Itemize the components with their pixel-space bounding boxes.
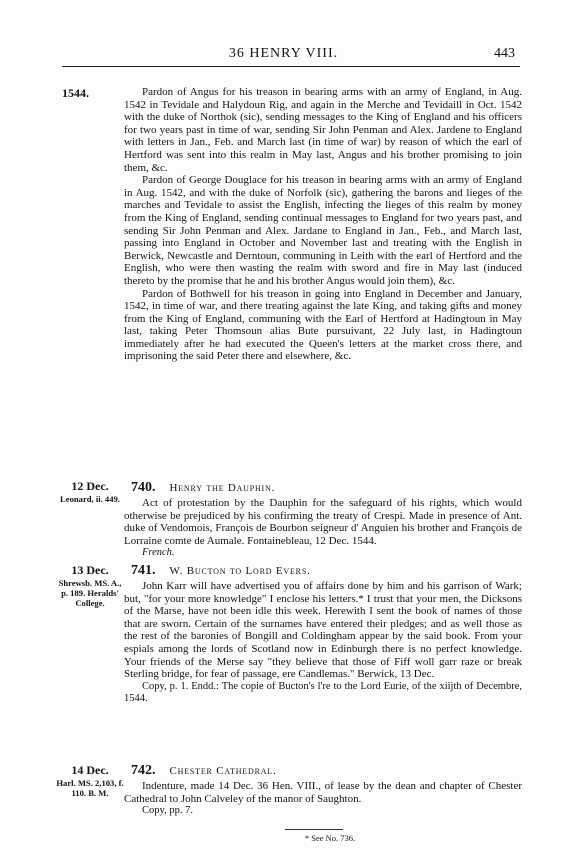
entry-number: 741.: [131, 563, 156, 578]
footnote-rule: [285, 829, 343, 830]
paragraph: Pardon of Bothwell for his treason in going into England in December and January, 1542, in time of war, and there treating against the late King, and taking gifts and money from the King of England, communing with the Earl of Hertford at Hadingtoun in May last, taking Peter Thomsoun alias Bute pursuivant, 22 July last, in Hadingtoun immediately after he had executed the Queen's letters at the market cross there, and imprisoning the said Peter there and elsewhere, &c.: [124, 287, 522, 363]
running-title: 36 HENRY VIII.: [228, 46, 339, 61]
intro-section: [124, 86, 522, 363]
entry-date: 12 Dec.: [71, 479, 109, 493]
paragraph: Pardon of George Douglace for his treason in bearing arms with an army of England in Aug. 1542, and with the duke of Norfolk (sic), gathering the barons and lieges of the marches and Tevidale to assist the English, infecting the lieges of this realm by money from the King of England, sending continual messages to England for two years past, and sending Sir John Penman and Alex. Jardane to England in Jan., Feb., and March last, passing into England in October and November last and treating with the English in Berwick, Newcastle and Derntoun, communing in Leith with the earl of Hertford and the English, who were then wasting the realm with sword and fire in May last (induced thereto by the promise that he and his brother Angus would join them), &c.: [124, 174, 522, 287]
entry-heading-740: [131, 478, 275, 496]
entry-source: Leonard, ii. 449.: [60, 494, 120, 504]
entry-note: Copy, p. 1. Endd.: The copie of Bucton's l're to the Lord Eurie, of the xiijth of Decembre, 1544.: [124, 680, 522, 705]
header-rule: [62, 66, 520, 67]
page-number: 443: [494, 46, 515, 61]
entry-date: 13 Dec.: [71, 563, 109, 577]
entry-source: Shrewsb. MS. A., p. 189. Heralds' College.: [58, 578, 122, 608]
entry-source: Harl. MS. 2,103, f. 110. B. M.: [56, 778, 124, 798]
margin-entry-741: [56, 563, 124, 608]
margin-entry-742: [56, 763, 124, 798]
margin-entry-740: [56, 479, 124, 504]
entry-title: W. Bucton to Lord Evers.: [169, 565, 311, 577]
entry-title: Chester Cathedral.: [169, 765, 277, 777]
entry-heading-742: [131, 761, 277, 779]
running-header: [0, 44, 567, 66]
paragraph: Pardon of Angus for his treason in bearing arms with an army of England, in Aug. 1542 in Tevidale and Halydoun Rig, and again in the Merche and Tevidaill in Oct. 1542 with the duke of Northok (sic), sending messages to the King of England and his officers for two years past in time of war, sending Sir John Penman and Alex. Jardene to England with letters in Jan., Feb. and March last (in time of war) by reason of which the earl of Hertford was sent into this realm in May last, Angus and his brother promising to join them, &c.: [124, 86, 522, 174]
entry-date: 14 Dec.: [71, 763, 109, 777]
entry-note: Copy, pp. 7.: [142, 805, 193, 817]
entry-text: Indenture, made 14 Dec. 36 Hen. VIII., of lease by the dean and chapter of Chester Cathedral to John Calveley of the manor of Saughton.: [124, 780, 522, 805]
entry-note: French.: [142, 547, 175, 559]
entry-text: Act of protestation by the Dauphin for the safeguard of his rights, which would otherwise be prejudiced by his confirming the treaty of Crespi. Made in presence of Ant. duke of Vendomois, François de Bourbon seigneur d' Anguien his brother and François de Lorraine comte de Aumale. Fontainebleau, 12 Dec. 1544.: [124, 497, 522, 547]
entry-number: 740.: [131, 480, 156, 495]
entry-body-742: [124, 780, 522, 818]
entry-heading-741: [131, 561, 311, 579]
margin-year: 1544.: [62, 86, 89, 100]
entry-body-741: [124, 580, 522, 706]
entry-title: Henry the Dauphin.: [169, 482, 276, 494]
entry-text: John Karr will have advertised you of affairs done by him and his garrison of Wark; but, "for your more knowledge" I enclose his letters.* I trust that your men, the Dicksons of the Marse, have not been idle this week. Herewith I sent the book of names of those that are sworn. Certain of the surnames have entered their pledges; and as well those as the rest of the baronies of Bongill and Coldingham appear by the said book. From your espials among the lords of Scotland now in Edinburgh there is no perfect knowledge. Your friends of the Merse say "they believe that those of Fiff woll garr raze or break Sterling bridge, for fear of passage, ere Candlemas." Berwick, 13 Dec.: [124, 580, 522, 681]
entry-body-740: [124, 497, 522, 560]
entry-number: 742.: [131, 763, 156, 778]
footnote: * See No. 736.: [304, 833, 356, 843]
